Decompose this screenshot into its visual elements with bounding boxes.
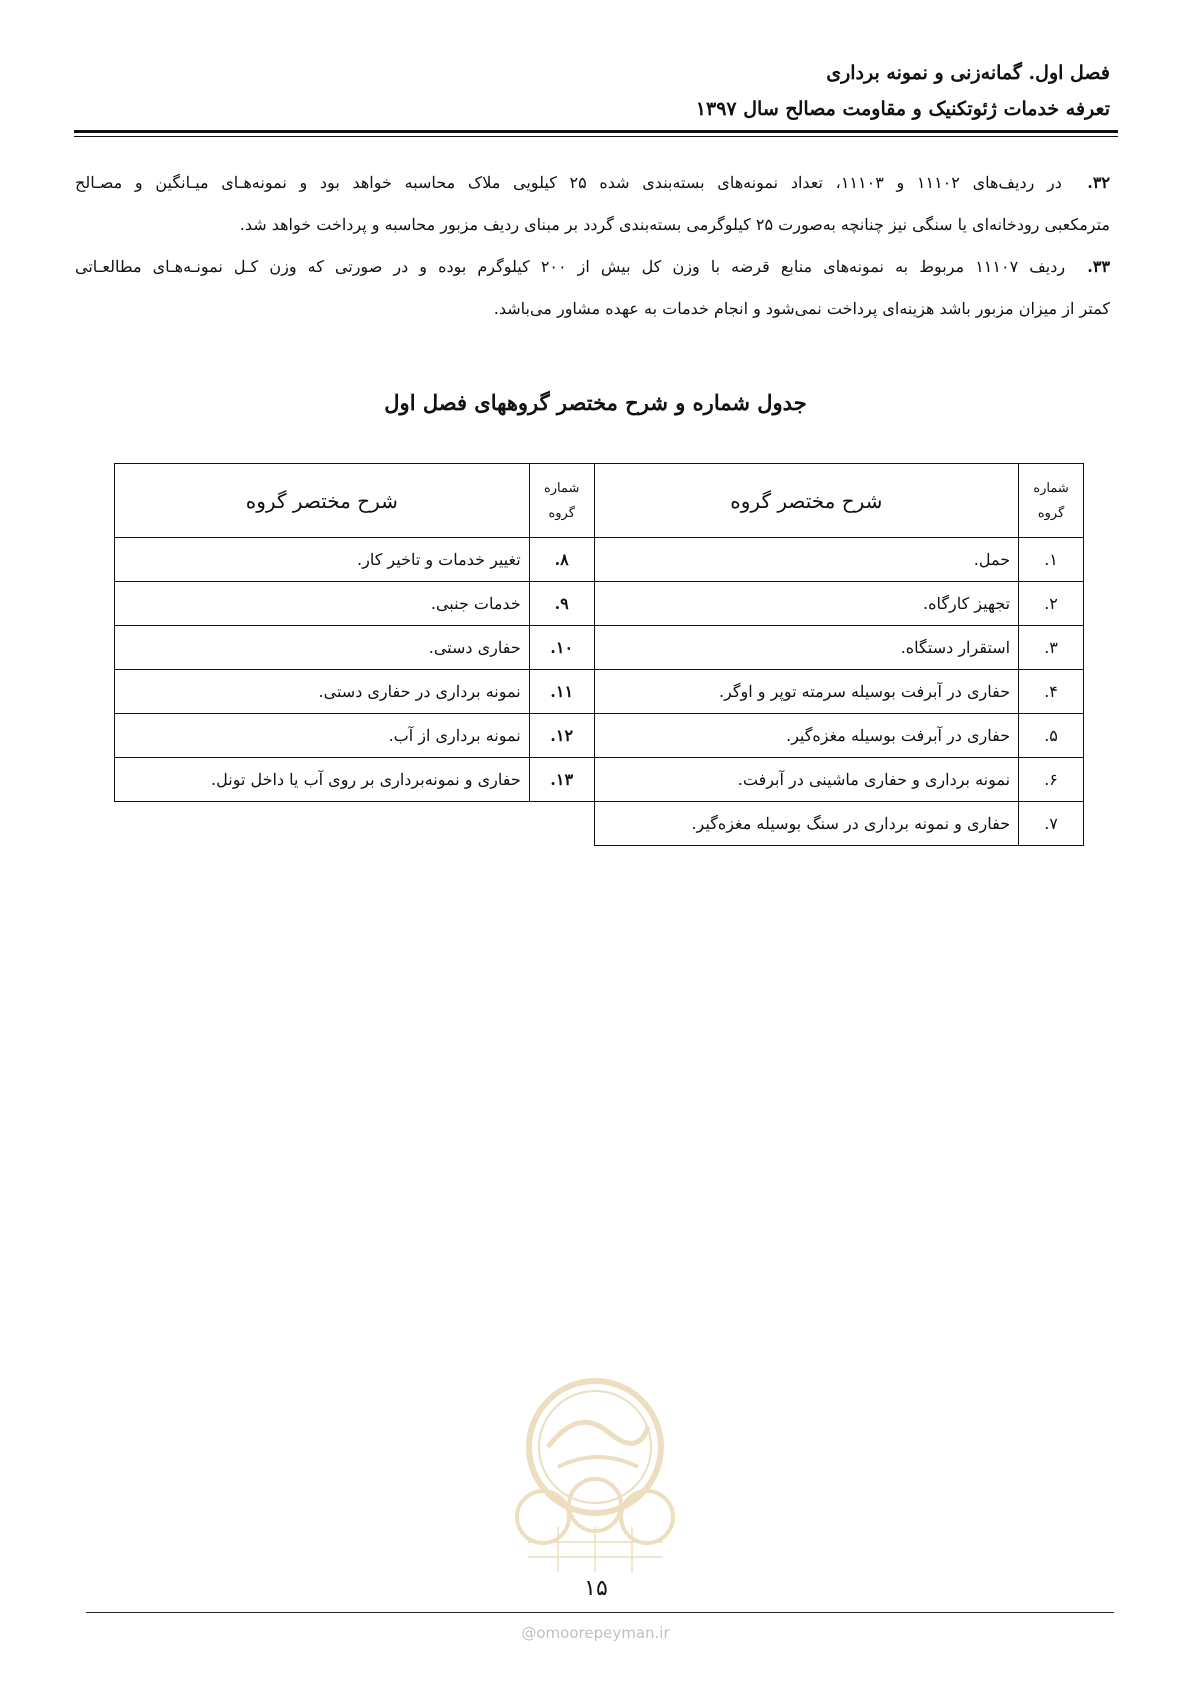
group-number: ۹.: [529, 582, 594, 626]
table-row: [115, 670, 1084, 714]
group-number: ۴.: [1019, 670, 1084, 714]
header-group-number-left: [529, 464, 594, 538]
note-32-line2: مترمکعبی رودخانه‌ای یا سنگی نیز چنانچه به‌صورت ۲۵ کیلوگرمی بسته‌بندی گردد بر مبنای ردیف مزبور محاسبه و پرداخت خواهد شد.: [239, 215, 1110, 234]
group-description: نمونه برداری از آب.: [115, 714, 530, 758]
header-description-right: شرح مختصر گروه: [594, 464, 1018, 538]
note-33-line2: کمتر از میزان مزبور باشد هزینه‌ای پرداخت نمی‌شود و انجام خدمات به عهده مشاور می‌باشد.: [493, 299, 1110, 318]
group-number: ۷.: [1019, 802, 1084, 846]
group-description: تغییر خدمات و تاخیر کار.: [115, 538, 530, 582]
header-description-left: شرح مختصر گروه: [115, 464, 530, 538]
header-num-word1: شماره: [543, 480, 580, 496]
group-number: ۱۳.: [529, 758, 594, 802]
group-number: ۶.: [1019, 758, 1084, 802]
group-number: ۵.: [1019, 714, 1084, 758]
footer-rule: [86, 1612, 1114, 1613]
header-group-number-right: [1019, 464, 1084, 538]
note-33-line1: [75, 257, 1110, 276]
header-rule-thin: [74, 136, 1118, 137]
group-description: نمونه برداری و حفاری ماشینی در آبرفت.: [594, 758, 1018, 802]
group-description: نمونه برداری در حفاری دستی.: [115, 670, 530, 714]
group-number: ۱۲.: [529, 714, 594, 758]
header-rule-thick: [74, 130, 1118, 133]
table-row: [115, 714, 1084, 758]
table-row: [115, 758, 1084, 802]
group-description: حفاری در آبرفت بوسیله مغزه‌گیر.: [594, 714, 1018, 758]
website-watermark: @omoorepeyman.ir: [521, 1624, 670, 1642]
table-header-row: [115, 464, 1084, 538]
note-33-number: ۳۳.: [1087, 257, 1111, 276]
groups-table: [114, 463, 1084, 846]
empty-cell: [529, 802, 594, 846]
group-description: حفاری و نمونه برداری در سنگ بوسیله مغزه‌گیر.: [594, 802, 1018, 846]
group-number: ۱.: [1019, 538, 1084, 582]
group-number: ۱۰.: [529, 626, 594, 670]
header-num-word2: گروه: [548, 505, 575, 521]
header-num-word1: شماره: [1033, 480, 1069, 496]
omoore-peyman-logo-icon: [508, 1377, 683, 1577]
group-description: حفاری در آبرفت بوسیله سرمته توپر و اوگر.: [594, 670, 1018, 714]
table-row: [115, 582, 1084, 626]
header-num-word2: گروه: [1037, 505, 1065, 521]
group-number: ۸.: [529, 538, 594, 582]
tariff-title: تعرفه خدمات ژئوتکنیک و مقاومت مصالح سال ۱۳۹۷: [695, 98, 1110, 120]
group-description: استقرار دستگاه.: [594, 626, 1018, 670]
group-number: ۱۱.: [529, 670, 594, 714]
note-33-text: ردیف ۱۱۱۰۷ مربوط به نمونه‌های منابع قرضه با وزن کل بیش از ۲۰۰ کیلوگرم بوده و در صورتی که وزن کـل نمونـه‌هـای مطالعـاتی: [75, 257, 1066, 276]
note-32-number: ۳۲.: [1087, 173, 1110, 192]
group-description: تجهیز کارگاه.: [594, 582, 1018, 626]
group-description: خدمات جنبی.: [115, 582, 530, 626]
page-number: ۱۵: [584, 1576, 608, 1601]
group-description: حفاری و نمونه‌برداری بر روی آب یا داخل تونل.: [115, 758, 530, 802]
table-row: [115, 802, 1084, 846]
table-row: [115, 626, 1084, 670]
chapter-title: فصل اول. گمانه‌زنی و نمونه برداری: [826, 62, 1110, 84]
table-title: جدول شماره و شرح مختصر گروههای فصل اول: [384, 390, 807, 415]
group-number: ۲.: [1019, 582, 1084, 626]
group-description: حمل.: [594, 538, 1018, 582]
empty-cell: [115, 802, 530, 846]
group-number: ۳.: [1019, 626, 1084, 670]
note-32-text: در ردیف‌های ۱۱۱۰۲ و ۱۱۱۰۳، تعداد نمونه‌های بسته‌بندی شده ۲۵ کیلویی ملاک محاسبه خواهد بود و نمونه‌هـای میـانگین و مصـالح: [75, 173, 1062, 192]
note-32-line1: [75, 173, 1110, 192]
table-row: [115, 538, 1084, 582]
group-description: حفاری دستی.: [115, 626, 530, 670]
